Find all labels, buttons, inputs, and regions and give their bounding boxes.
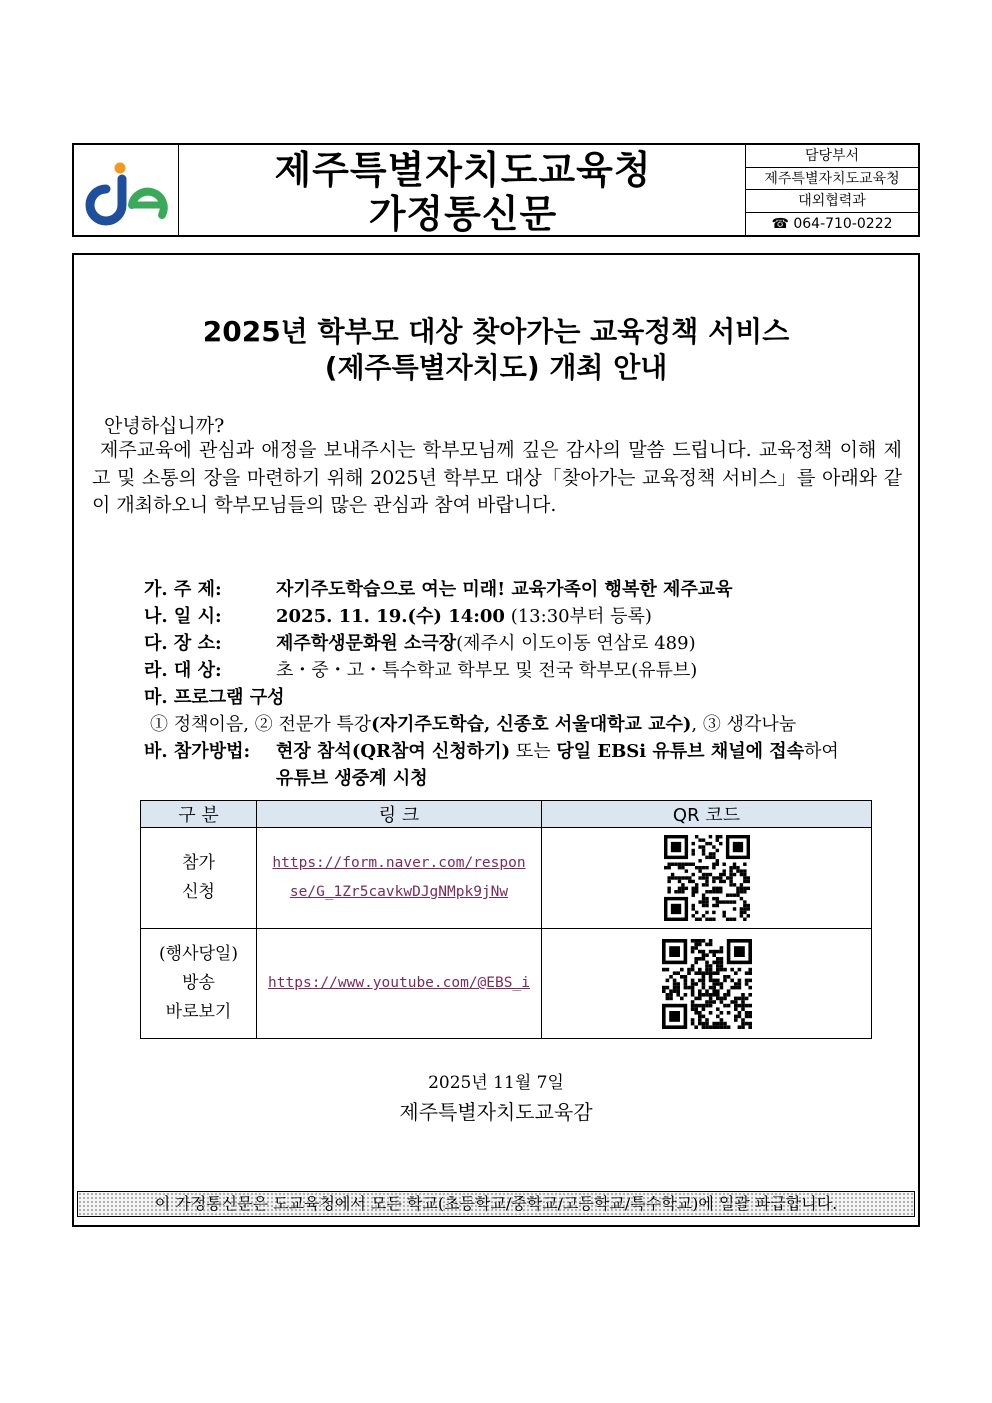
contact-dept: 대외협력과 — [746, 190, 918, 213]
jeju-education-logo — [82, 153, 170, 231]
table-header-category: 구 분 — [141, 801, 257, 828]
program-part2: , ③ 생각나눔 — [691, 714, 797, 735]
method-line2: 유튜브 생중계 시청 — [276, 768, 428, 789]
qr-cell — [542, 929, 872, 1039]
issue-date: 2025년 11월 7일 — [428, 1073, 564, 1093]
link-text[interactable]: https://www.youtube.com/@EBS_i — [268, 975, 530, 991]
date-note: (13:30부터 등록) — [510, 606, 652, 627]
item-date — [144, 604, 652, 630]
method-bold2: 당일 EBSi 유튜브 채널에 접속 — [556, 741, 805, 762]
contact-org: 제주특별자치도교육청 — [746, 168, 918, 191]
table-header-link: 링 크 — [257, 801, 542, 828]
theme-value: 자기주도학습으로 여는 미래! 교육가족이 행복한 제주교육 — [276, 579, 733, 600]
contact-label: 담당부서 — [746, 145, 918, 168]
category-text: 참가 — [182, 853, 215, 873]
category-text: 신청 — [182, 882, 215, 902]
category-text: 바로보기 — [165, 1002, 232, 1022]
method-end: 하여 — [804, 741, 839, 762]
item-target — [144, 658, 697, 684]
intro-paragraph: 제주교육에 관심과 애정을 보내주시는 학부모님께 깊은 감사의 말씀 드립니다. 교육정책 이해 제고 및 소통의 장을 마련하기 위해 2025년 학부모 대상「찾아가는 교육정책 서비스」를 아래와 같이 개최하오니 학부모님들의 많은 관심과 참여 바랍니다. — [92, 439, 902, 516]
table-header-row — [141, 801, 872, 828]
target-label: 라. 대 상: — [144, 660, 222, 681]
category-cell — [141, 929, 257, 1039]
category-cell — [141, 828, 257, 929]
table-row — [141, 828, 872, 929]
category-text: 방송 — [182, 973, 215, 993]
contact-box — [745, 145, 918, 235]
table-header-qr: QR 코드 — [542, 801, 872, 828]
theme-label: 가. 주 제: — [144, 579, 222, 600]
item-place — [144, 631, 696, 657]
document-title — [0, 314, 992, 386]
method-mid: 또는 — [510, 741, 557, 762]
item-theme — [144, 577, 733, 603]
method-label: 바. 참가방법: — [144, 741, 251, 762]
place-label: 다. 장 소: — [144, 633, 222, 654]
qr-code-icon[interactable] — [662, 939, 752, 1029]
target-value: 초・중・고・특수학교 학부모 및 전국 학부모(유튜브) — [276, 660, 698, 681]
place-note: (제주시 이도이동 연삼로 489) — [456, 633, 696, 654]
contact-phone: ☎ 064-710-0222 — [771, 215, 893, 232]
date-label: 나. 일 시: — [144, 606, 222, 627]
letter-header — [72, 143, 920, 237]
program-label: 마. 프로그램 구성 — [144, 687, 285, 708]
broadcast-link[interactable] — [257, 929, 542, 1039]
qr-code-icon[interactable] — [662, 835, 752, 921]
qr-cell — [542, 828, 872, 929]
place-value: 제주학생문화원 소극장 — [276, 633, 457, 654]
item-method-line2 — [276, 766, 428, 792]
category-text: (행사당일) — [159, 944, 238, 964]
link-text[interactable]: se/G_1Zr5cavkwDJgNMpk9jNw — [289, 884, 509, 900]
item-program-detail — [150, 712, 796, 738]
footer-notice: 이 가정통신문은 도교육청에서 모든 학교(초등학교/중학교/고등학교/특수학교)에 일괄 파급합니다. — [77, 1191, 915, 1217]
program-bold: (자기주도학습, 신종호 서울대학교 교수) — [371, 714, 692, 735]
item-method — [144, 739, 839, 765]
method-bold1: 현장 참석(QR참여 신청하기) — [276, 741, 511, 762]
table-row — [141, 929, 872, 1039]
item-program — [144, 685, 285, 711]
date-value: 2025. 11. 19.(수) 14:00 — [276, 606, 505, 627]
issuer-name: 제주특별자치도교육감 — [399, 1100, 593, 1124]
greeting: 안녕하십니까? — [104, 415, 225, 437]
logo-cell — [74, 145, 179, 235]
header-title — [179, 145, 747, 235]
link-text[interactable]: https://form.naver.com/respon — [272, 855, 526, 871]
agency-name: 제주특별자치도교육청 — [274, 148, 652, 192]
document-title-line1: 2025년 학부모 대상 찾아가는 교육정책 서비스 — [202, 315, 790, 348]
registration-link[interactable] — [257, 828, 542, 929]
link-table — [140, 800, 872, 1039]
letter-type: 가정통신문 — [368, 192, 558, 236]
program-part1: ① 정책이음, ② 전문가 특강 — [150, 714, 372, 735]
document-title-line2: (제주특별자치도) 개최 안내 — [324, 351, 668, 384]
